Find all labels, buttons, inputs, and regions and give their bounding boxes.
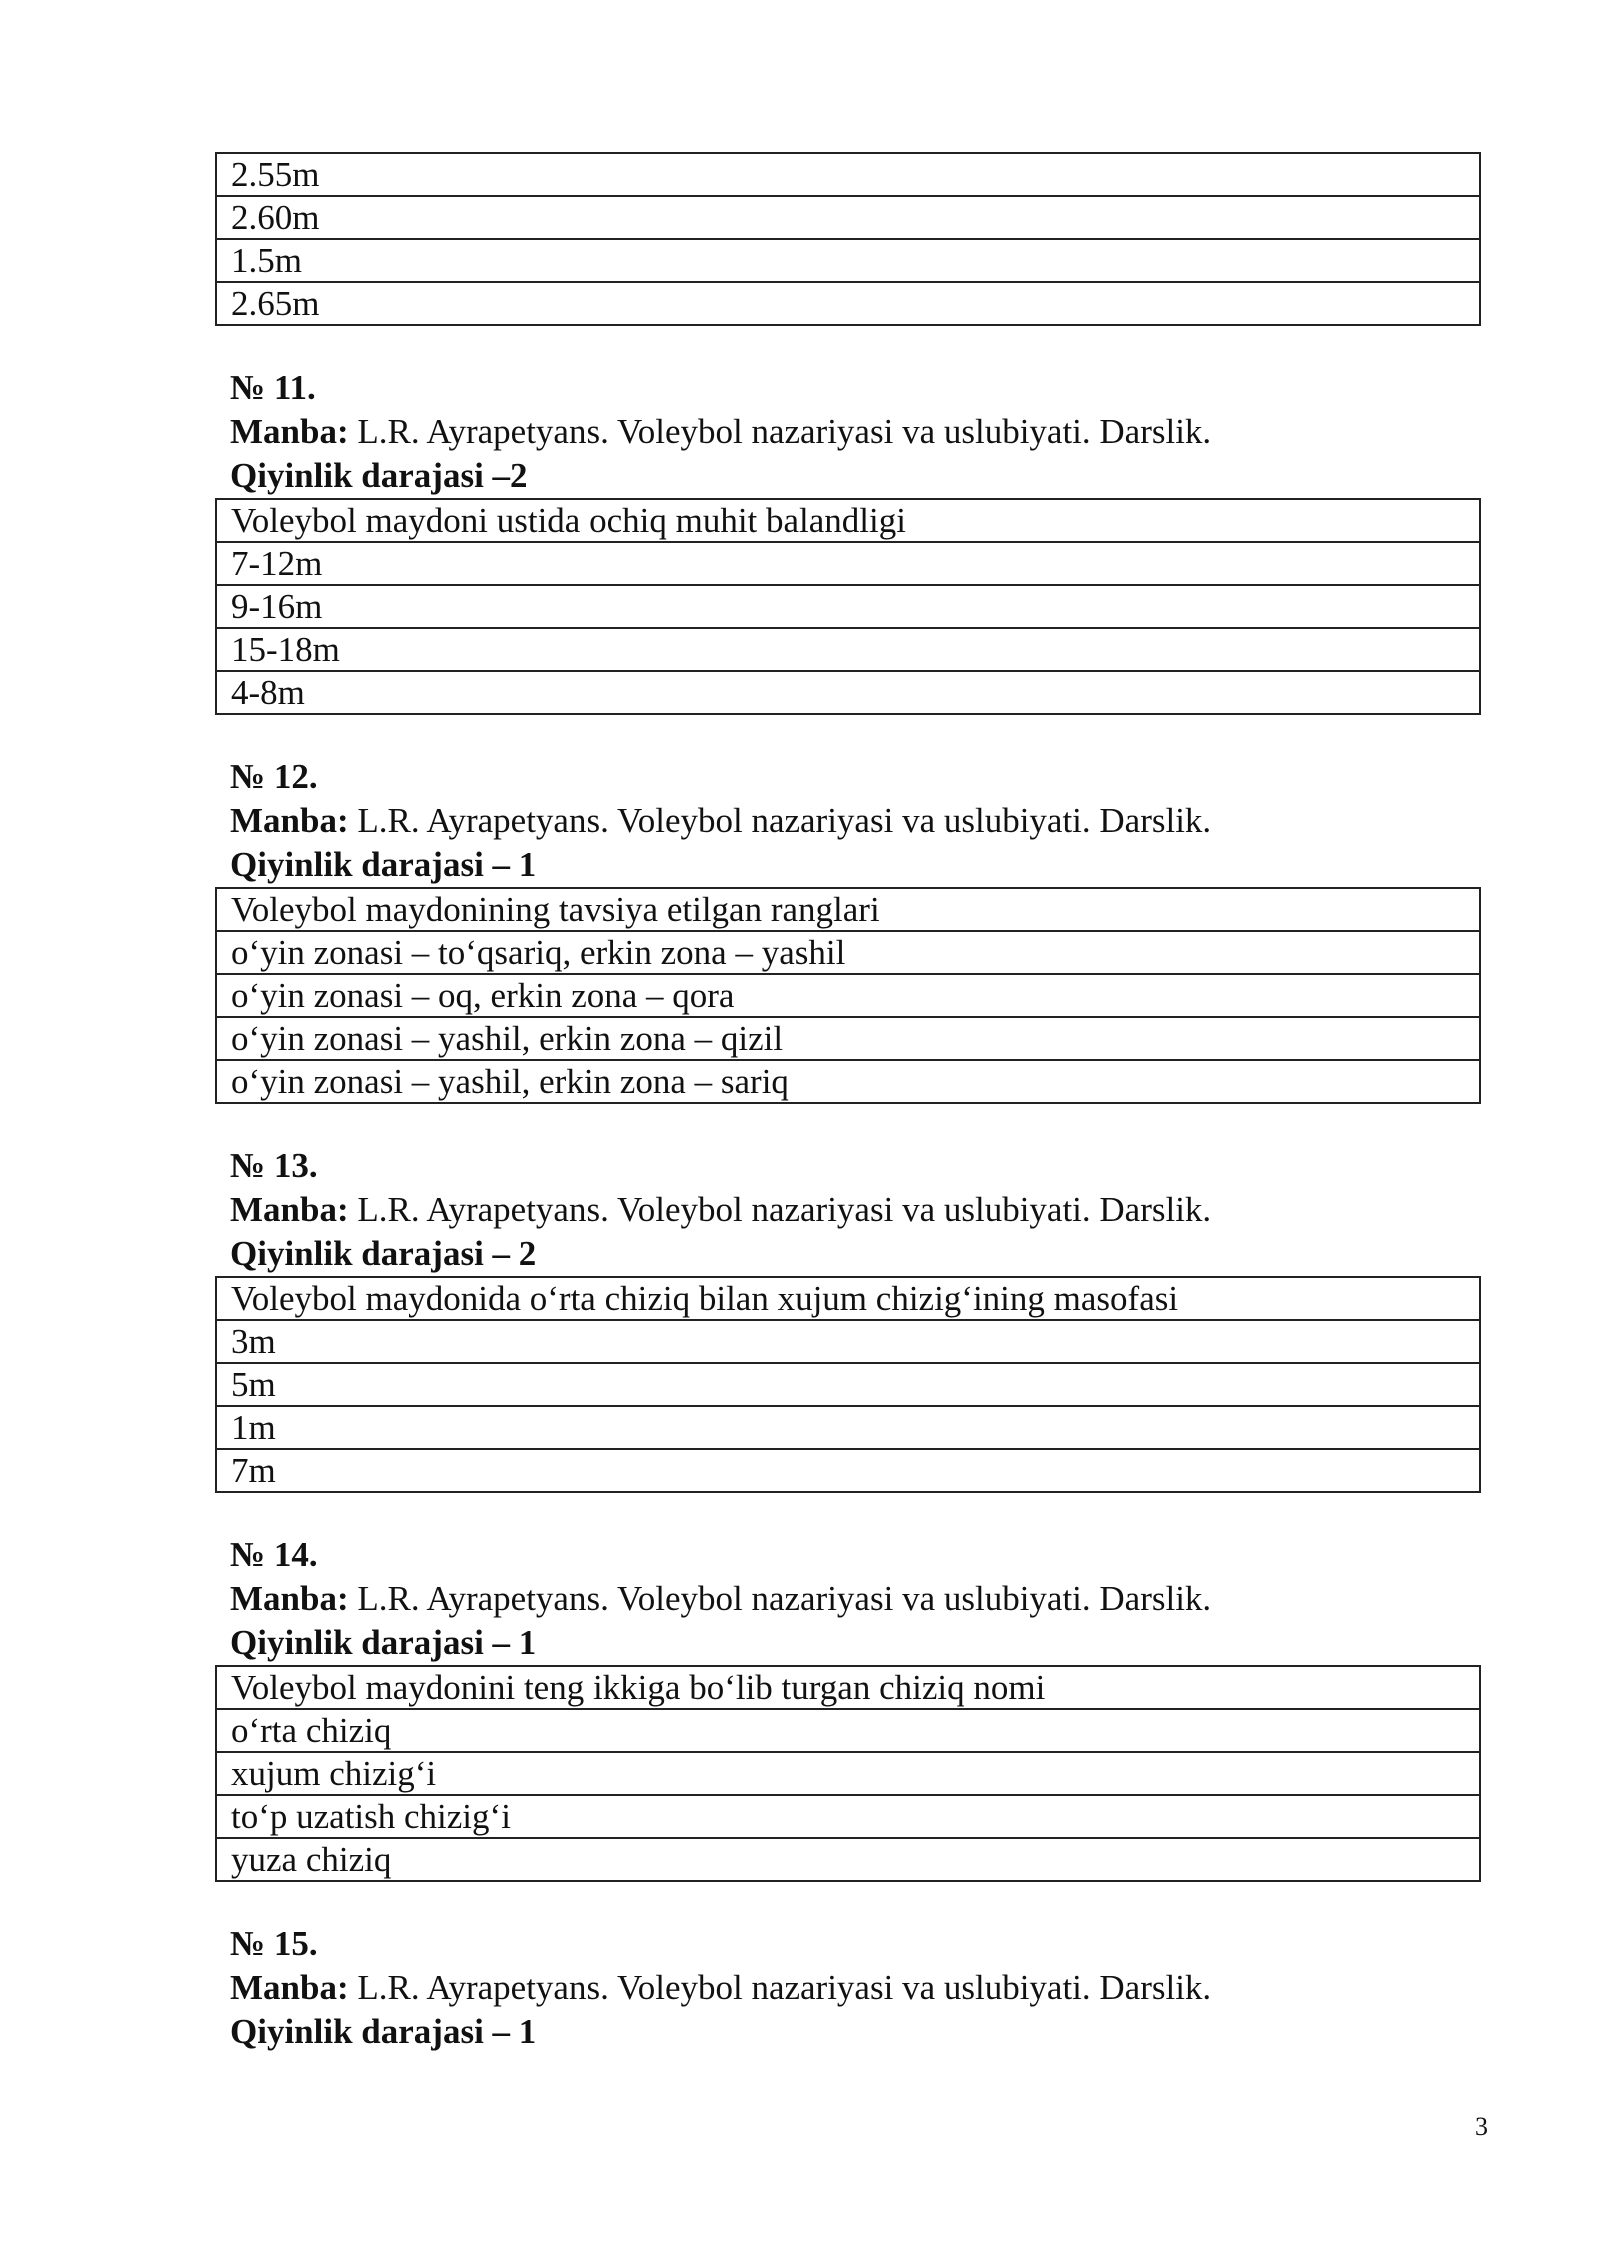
answer-option: o‘yin zonasi – yashil, erkin zona – qizil xyxy=(216,1017,1480,1060)
table-row xyxy=(216,974,1480,1017)
question-block-12 xyxy=(215,755,1481,1104)
answer-option: 7-12m xyxy=(216,542,1480,585)
answer-option: 5m xyxy=(216,1363,1480,1406)
table-row xyxy=(216,1838,1480,1881)
answer-table-top xyxy=(215,152,1481,326)
source-label: Manba: xyxy=(230,1190,349,1229)
source-text: L.R. Ayrapetyans. Voleybol nazariyasi va uslubiyati. Darslik. xyxy=(348,412,1212,451)
table-row xyxy=(216,671,1480,714)
source-text: L.R. Ayrapetyans. Voleybol nazariyasi va uslubiyati. Darslik. xyxy=(348,1190,1212,1229)
question-text: Voleybol maydonini teng ikkiga bo‘lib turgan chiziq nomi xyxy=(216,1666,1480,1709)
question-text: Voleybol maydoni ustida ochiq muhit balandligi xyxy=(216,499,1480,542)
table-row xyxy=(216,1277,1480,1320)
question-text: Voleybol maydonining tavsiya etilgan ranglari xyxy=(216,888,1480,931)
answer-option: 15-18m xyxy=(216,628,1480,671)
table-row xyxy=(216,1363,1480,1406)
question-table xyxy=(215,498,1481,715)
table-row xyxy=(216,1752,1480,1795)
question-number: № 14. xyxy=(230,1535,318,1574)
question-table xyxy=(215,1276,1481,1493)
question-block-11 xyxy=(215,366,1481,715)
table-cell: 2.60m xyxy=(216,196,1480,239)
source-text: L.R. Ayrapetyans. Voleybol nazariyasi va uslubiyati. Darslik. xyxy=(348,1968,1212,2007)
table-row xyxy=(216,1320,1480,1363)
answer-option: yuza chiziq xyxy=(216,1838,1480,1881)
question-text: Voleybol maydonida o‘rta chiziq bilan xujum chizig‘ining masofasi xyxy=(216,1277,1480,1320)
table-cell: 2.65m xyxy=(216,282,1480,325)
question-number: № 13. xyxy=(230,1146,318,1185)
question-block-15 xyxy=(215,1922,1481,2054)
answer-option: o‘yin zonasi – oq, erkin zona – qora xyxy=(216,974,1480,1017)
question-number: № 15. xyxy=(230,1924,318,1963)
answer-option: xujum chizig‘i xyxy=(216,1752,1480,1795)
source-label: Manba: xyxy=(230,412,349,451)
answer-option: o‘yin zonasi – to‘qsariq, erkin zona – yashil xyxy=(216,931,1480,974)
question-difficulty: Qiyinlik darajasi – 1 xyxy=(230,2012,537,2051)
table-row xyxy=(216,1406,1480,1449)
question-source xyxy=(215,799,1481,843)
question-block-14 xyxy=(215,1533,1481,1882)
question-difficulty: Qiyinlik darajasi – 1 xyxy=(230,1623,537,1662)
table-cell: 2.55m xyxy=(216,153,1480,196)
source-text: L.R. Ayrapetyans. Voleybol nazariyasi va uslubiyati. Darslik. xyxy=(348,801,1212,840)
table-row xyxy=(216,196,1480,239)
table-row xyxy=(216,282,1480,325)
answer-option: to‘p uzatish chizig‘i xyxy=(216,1795,1480,1838)
table-row xyxy=(216,153,1480,196)
table-row xyxy=(216,1017,1480,1060)
answer-option: 7m xyxy=(216,1449,1480,1492)
question-block-13 xyxy=(215,1144,1481,1493)
source-label: Manba: xyxy=(230,1968,349,2007)
question-number: № 12. xyxy=(230,757,318,796)
table-row xyxy=(216,1449,1480,1492)
question-difficulty: Qiyinlik darajasi – 1 xyxy=(230,845,537,884)
document-page xyxy=(215,152,1481,2054)
source-text: L.R. Ayrapetyans. Voleybol nazariyasi va uslubiyati. Darslik. xyxy=(348,1579,1212,1618)
table-row xyxy=(216,1709,1480,1752)
answer-option: o‘yin zonasi – yashil, erkin zona – sariq xyxy=(216,1060,1480,1103)
table-row xyxy=(216,542,1480,585)
table-row xyxy=(216,1060,1480,1103)
question-source xyxy=(215,1577,1481,1621)
source-label: Manba: xyxy=(230,801,349,840)
table-row xyxy=(216,585,1480,628)
answer-option: 3m xyxy=(216,1320,1480,1363)
page-number: 3 xyxy=(1475,2112,1488,2141)
question-table xyxy=(215,1665,1481,1882)
question-number: № 11. xyxy=(230,368,316,407)
table-row xyxy=(216,239,1480,282)
answer-option: 1m xyxy=(216,1406,1480,1449)
question-source xyxy=(215,1966,1481,2010)
table-row xyxy=(216,1795,1480,1838)
answer-option: 9-16m xyxy=(216,585,1480,628)
table-cell: 1.5m xyxy=(216,239,1480,282)
question-source xyxy=(215,1188,1481,1232)
table-row xyxy=(216,628,1480,671)
answer-option: o‘rta chiziq xyxy=(216,1709,1480,1752)
question-table xyxy=(215,887,1481,1104)
table-row xyxy=(216,499,1480,542)
question-source xyxy=(215,410,1481,454)
table-row xyxy=(216,931,1480,974)
source-label: Manba: xyxy=(230,1579,349,1618)
answer-option: 4-8m xyxy=(216,671,1480,714)
question-difficulty: Qiyinlik darajasi – 2 xyxy=(230,1234,537,1273)
question-difficulty: Qiyinlik darajasi –2 xyxy=(230,456,528,495)
table-row xyxy=(216,888,1480,931)
table-row xyxy=(216,1666,1480,1709)
